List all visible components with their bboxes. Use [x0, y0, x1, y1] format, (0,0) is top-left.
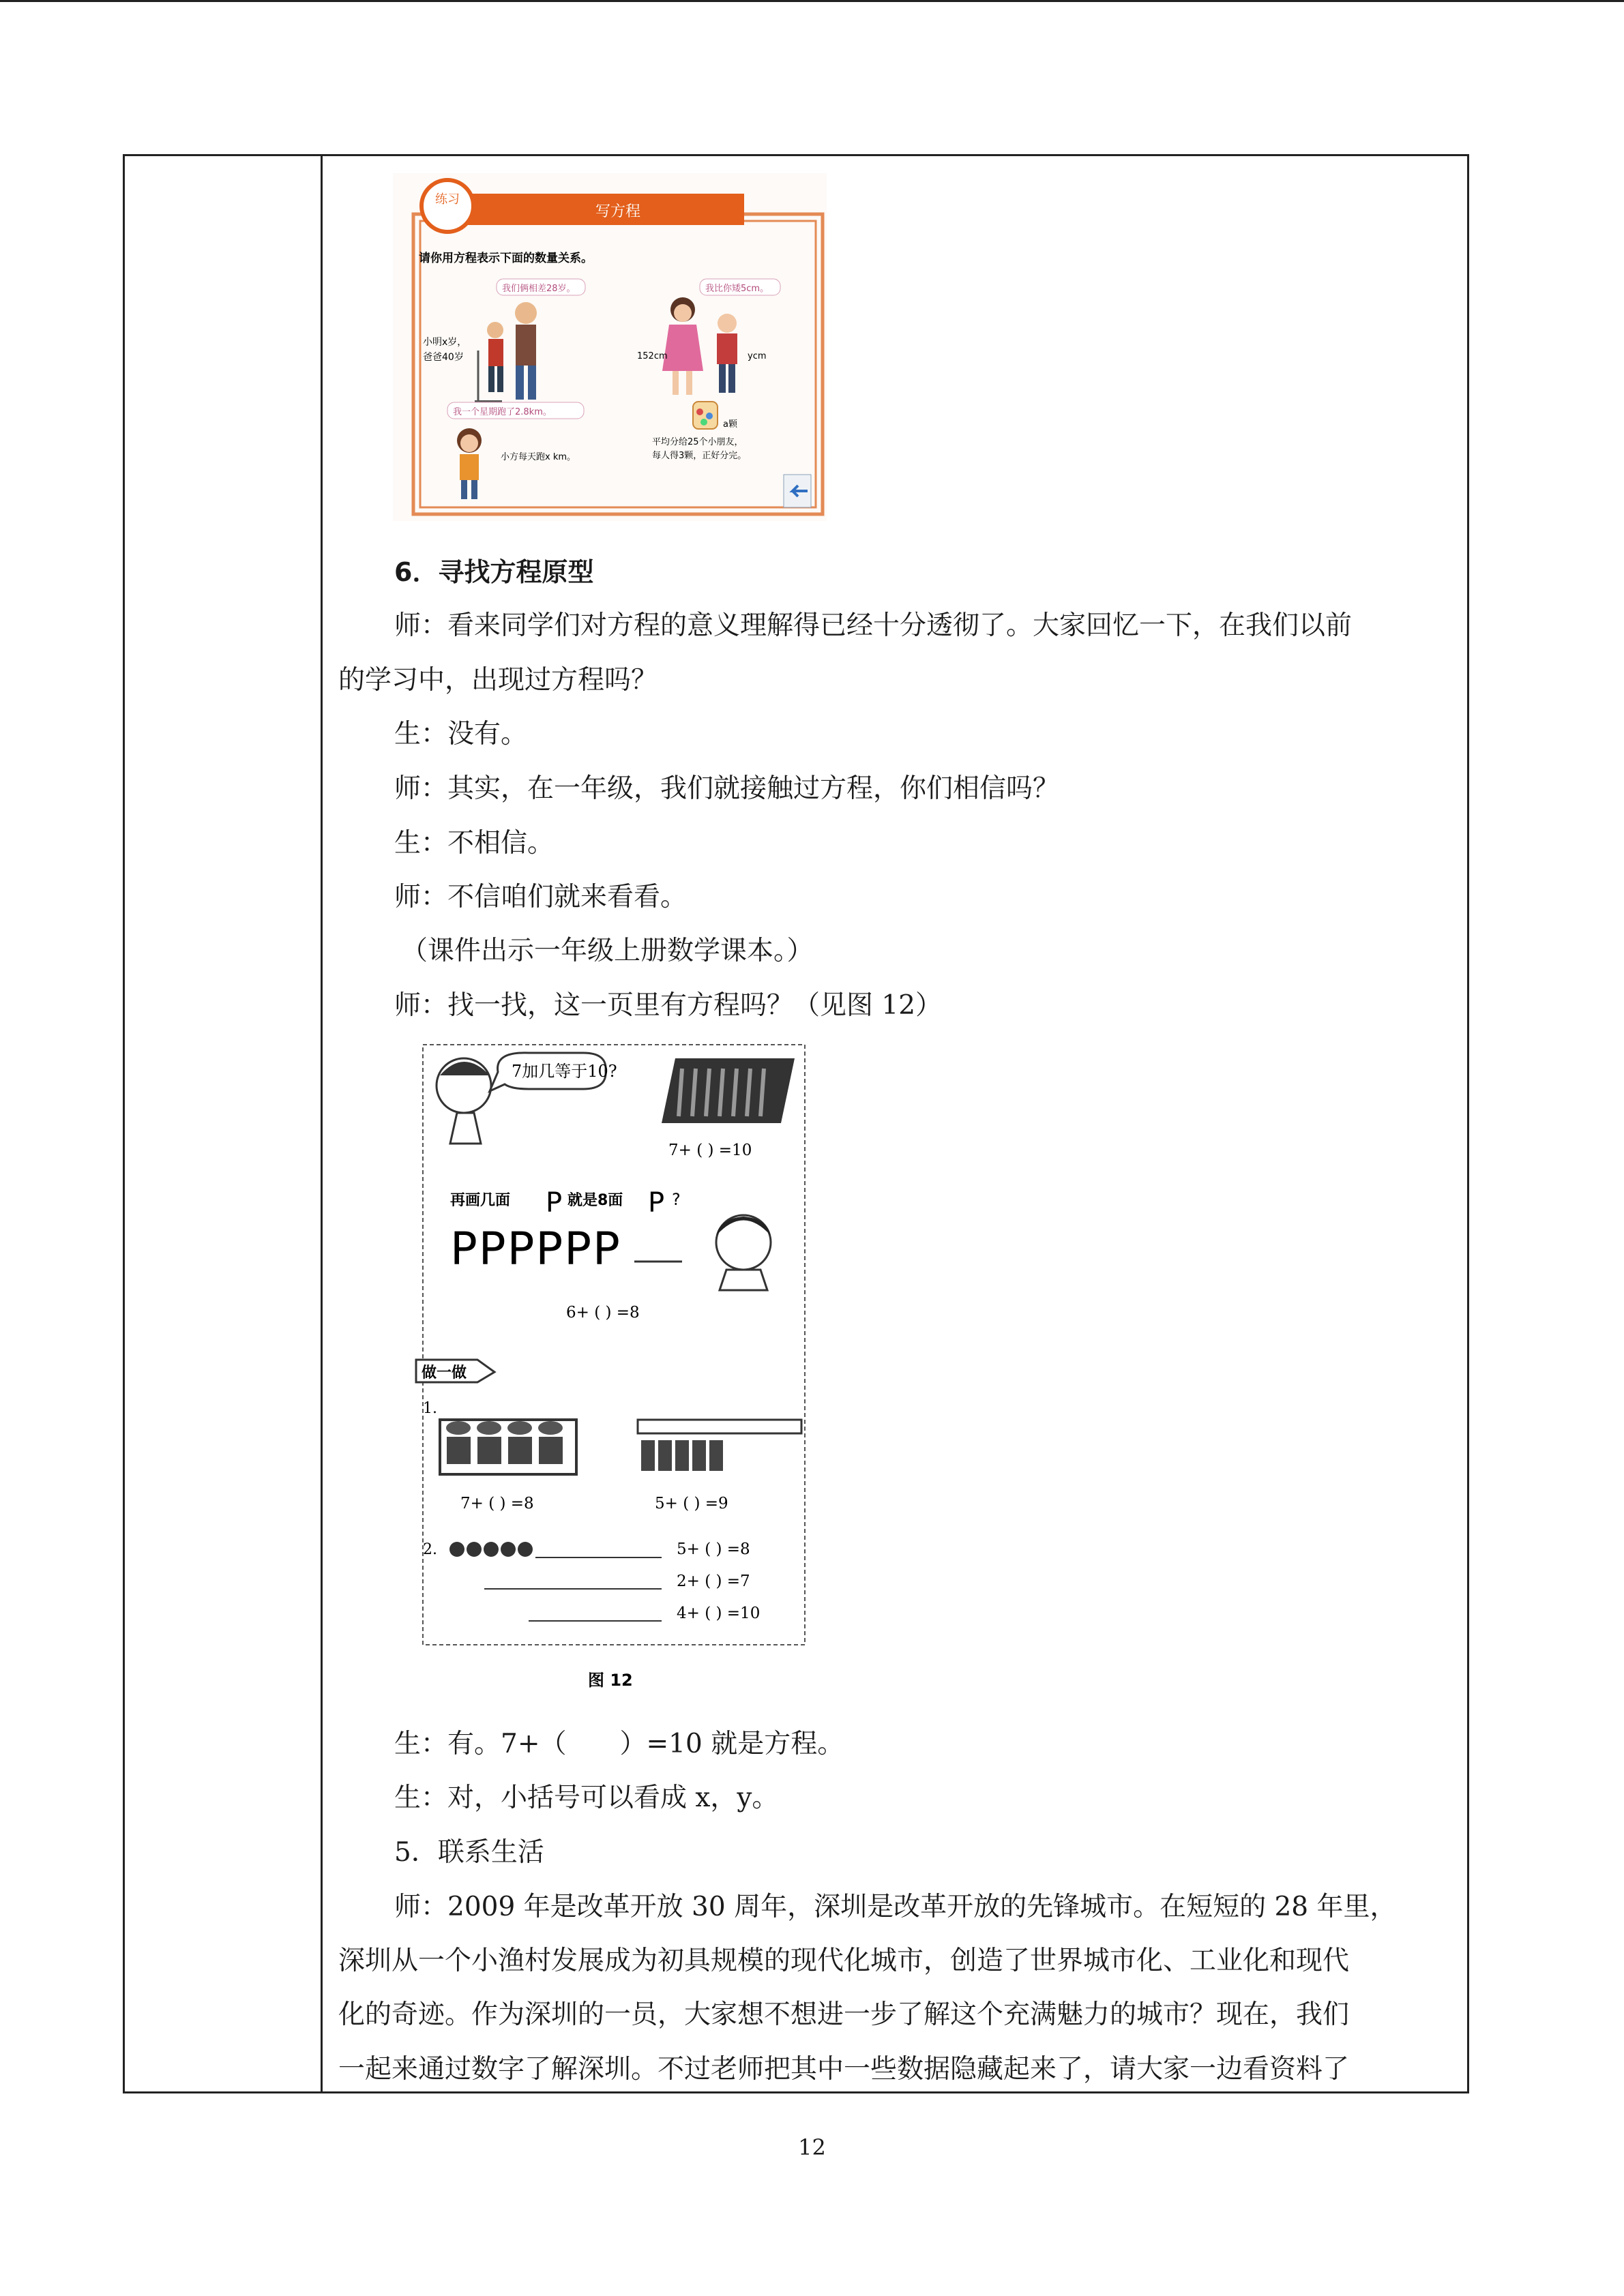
paragraph-line: 一起来通过数字了解深圳。不过老师把其中一些数据隐藏起来了，请大家一边看资料了 — [338, 2054, 1350, 2085]
caption-1b: 爸爸40岁 — [423, 352, 464, 363]
paragraph-line: 化的奇迹。作为深圳的一员，大家想不想进一步了解这个充满魅力的城市？现在，我们 — [338, 1999, 1350, 2030]
flags-row: PPPPPP — [450, 1223, 621, 1275]
paragraph-line: 师：找一找，这一页里有方程吗？（见图 12） — [394, 990, 943, 1021]
item-2-number: 2. — [423, 1541, 437, 1558]
section-6-title: 6．寻找方程原型 — [394, 557, 594, 587]
paragraph-line: 的学习中，出现过方程吗？ — [338, 665, 658, 696]
caption-1a: 小明x岁， — [423, 337, 467, 348]
flag-question: 再画几面 — [450, 1192, 511, 1209]
boy-illustration — [716, 1215, 771, 1290]
equation-4: 5+ ( ) =9 — [655, 1495, 728, 1512]
paragraph-line: 5．联系生活 — [394, 1837, 544, 1868]
paragraph-line: 生：有。7+（ ）=10 就是方程。 — [394, 1729, 844, 1759]
page-top-border — [0, 0, 1624, 2]
paragraph-line: （课件出示一年级上册数学课本。） — [401, 936, 814, 966]
paragraph-line: 生：没有。 — [394, 719, 528, 749]
dots-row — [449, 1542, 533, 1557]
caption-2b: ycm — [748, 351, 767, 361]
cup-tray-illustration — [440, 1420, 576, 1474]
equation-3: 7+ ( ) =8 — [460, 1495, 534, 1512]
paragraph-line: 师：不信咱们就来看看。 — [394, 882, 688, 912]
flag-question-b: 就是8面 — [567, 1192, 623, 1209]
page-number: 12 — [798, 2134, 826, 2160]
figure-caption: 图 12 — [588, 1671, 633, 1690]
abacus-tray-illustration — [662, 1058, 795, 1123]
speech-bubble: 7加几等于10? — [512, 1062, 617, 1081]
back-arrow-icon[interactable] — [784, 475, 811, 507]
equation-5: 5+ ( ) =8 — [677, 1540, 750, 1558]
caption-3: 小方每天跑x km。 — [501, 452, 576, 462]
paragraph-line: 师：其实，在一年级，我们就接触过方程，你们相信吗？ — [394, 773, 1060, 804]
candy-jar-illustration — [693, 402, 718, 429]
caption-4b: 平均分给25个小朋友， — [652, 437, 743, 447]
practice-instruction: 请你用方程表示下面的数量关系。 — [419, 252, 593, 265]
flag-icon: P — [546, 1187, 563, 1219]
practice-label — [416, 1360, 494, 1382]
practice-tab: 练习 — [435, 192, 460, 207]
bubble-1: 我们俩相差28岁。 — [502, 284, 576, 294]
paragraph-line: 师：2009 年是改革开放 30 周年，深圳是改革开放的先锋城市。在短短的 28 年里， — [394, 1892, 1397, 1922]
flag-question-c: ? — [672, 1190, 681, 1209]
paragraph-line: 师：看来同学们对方程的意义理解得已经十分透彻了。大家回忆一下，在我们以前 — [394, 610, 1353, 641]
practice-header: 写方程 — [595, 203, 641, 220]
item-1-number: 1. — [423, 1400, 437, 1417]
equation-2: 6+ ( ) =8 — [566, 1304, 640, 1322]
caption-4a: a颗 — [723, 419, 737, 430]
textbook-figure-12 — [409, 1038, 859, 1706]
paragraph-line: 深圳从一个小渔村发展成为初具规模的现代化城市，创造了世界城市化、工业化和现代 — [338, 1945, 1350, 1976]
equation-7: 4+ ( ) =10 — [677, 1605, 761, 1622]
caption-4c: 每人得3颗，正好分完。 — [652, 451, 747, 461]
equation-6: 2+ ( ) =7 — [677, 1572, 750, 1590]
caption-2a: 152cm — [637, 351, 668, 361]
bubble-2: 我比你矮5cm。 — [705, 284, 769, 294]
paragraph-line: 生：对，小括号可以看成 x，y。 — [394, 1783, 779, 1813]
bubble-3: 我一个星期跑了2.8km。 — [453, 407, 552, 417]
practice-figure — [393, 173, 827, 521]
table-column-divider — [321, 154, 323, 2093]
paragraph-line: 生：不相信。 — [394, 828, 555, 859]
practice-text: 做一做 — [422, 1365, 467, 1382]
equation-1: 7+ ( ) =10 — [668, 1142, 752, 1159]
flag-icon: P — [648, 1187, 665, 1219]
